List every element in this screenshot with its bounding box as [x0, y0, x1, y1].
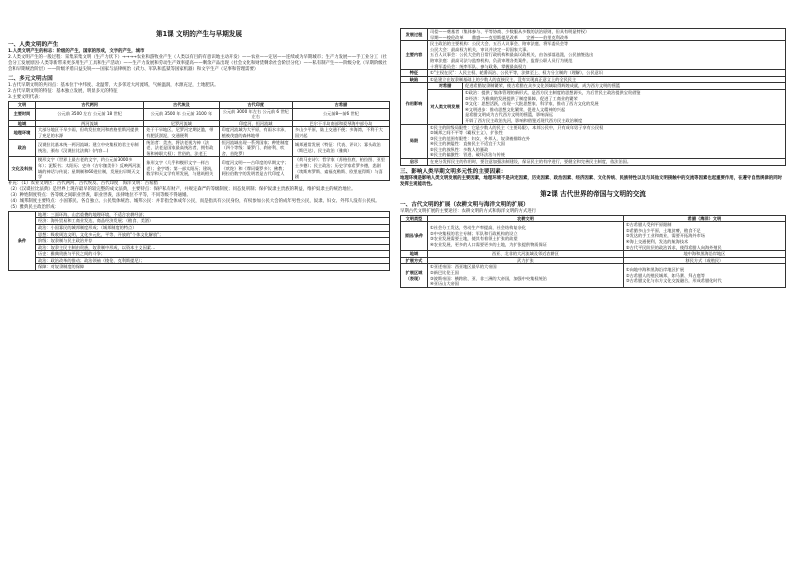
table-row: [9, 238, 390, 245]
table-header: 希腊（海洋）文明: [623, 215, 785, 222]
table-header: 古代两河: [36, 102, 144, 109]
content-line: ⑤古代平民阶层的政治诉求，使得希腊人向海外殖民: [625, 244, 722, 250]
section4-text: 早期古代文明扩展的主要途径：农耕文明的方式和海洋文明的方式进行: [400, 208, 537, 214]
note-1: 补充：（1）农业文明区：古代两河、古代埃及、古代印度 海洋文明：古希腊: [8, 180, 158, 186]
content-line: ①古希腊人受到平原限制: [625, 222, 672, 228]
table-cell: 楔形文字（世界上最古老的文字，约公元前3000多年）；泥版书；太阳历；史诗《吉尔伽美什》反映两河流域的神话与传说；星期制和60进位制，发展出早期天文学: [36, 157, 144, 180]
table-cell: 恒河流域出现一系列国家；种姓制度（四个等级：婆罗门、刹帝利、吠舍、首陀罗）: [219, 139, 292, 157]
content-line: ⑤民主的放纵性：多数人的暴政: [430, 146, 489, 152]
content-line: ⑥民主的偏激性：冒进、破坏法治与传统: [430, 152, 505, 158]
table-row: [9, 244, 390, 251]
lesson1-title: 第1课 文明的产生与早期发展: [155, 30, 242, 38]
row-label: 地域: [401, 251, 428, 258]
content-line: ②城邦之间不平等（霸权主义），扩张性: [430, 130, 503, 136]
content-line: ①民主的阶级局限性：它是少数人的民主（主要局限），本邦公民中，只有成年男子享有公民权: [430, 124, 604, 130]
table-row: [401, 257, 786, 264]
content-line: ④亚历山大帝国: [430, 281, 459, 287]
row-label: 条件: [9, 211, 36, 270]
table-row: [401, 83, 786, 90]
table-header: 农耕文明: [428, 215, 624, 222]
row-label: 作用影响: [401, 83, 428, 124]
table-cell: 在充分发挥民主的作用时，要注意加强法制建设，保证民主的有序进行，要健全和完善民主制度，依法治国。: [428, 159, 786, 166]
row-label: 特征: [401, 70, 428, 77]
table-cell: 政治：奴隶主民主制由贵族，奴隶制中形成，以资本主义因素…: [36, 244, 390, 251]
dev-line: 司偿——奠基者（集体参与、平等协商、少数服从多数的法治原则，但具有明显特权）: [430, 29, 590, 34]
content-line: 五百人议事会：公民大会的日常行政机构和最高议政机关，由各部落选派，公民抽签选出: [430, 52, 594, 58]
row-label: 缺陷: [401, 76, 428, 83]
table-row: [401, 222, 786, 251]
table-cell: 印度河流域为大平原，有雨水丰沛，植被茂盛的森林地带: [219, 127, 292, 139]
section3-text: 地理环境是影响人类文明发展的主要因素，地理环境不是决定因素，历史因素、政治因素、经济因素、文化传统、民族特性以及与其他文明接触中的交流等因素也起重要作用，在遵守自然规律的同时发挥主观能动性。: [400, 175, 782, 187]
table-row: [9, 211, 390, 218]
content-line: 是希腊文明成为古代西方文明的摇篮，影响深远: [465, 112, 553, 118]
row-label: 原因/条件: [401, 222, 428, 251]
table-header: 古希腊: [292, 102, 389, 109]
content-line: ③民主的范围有限性：妇女、外邦人、奴隶被排除在外: [430, 135, 531, 141]
table-cell: [428, 29, 786, 41]
table-cell: [428, 41, 786, 70]
content-line: 开辟了西方民主政治先河，影响和借鉴近现代西方民主政治制度: [465, 117, 583, 123]
table-row: [9, 120, 390, 127]
content-line: ④农业发展，更多的人口需要更多的土地，为扩张提供物质保证: [430, 241, 547, 247]
table-cell: 保障：对奴隶制度的保障: [36, 264, 390, 271]
table-row: [401, 264, 786, 287]
content-line: ③文化：思想活跃，出现一大批思想家、科学家，推动了西方文化的发展: [465, 101, 599, 107]
section2-point2: 2.古代早期文明的特征：基本独立发展，明显多元的特征: [8, 89, 118, 94]
content-line: 十将军委员会：统率军队、参与政务，掌握最高权力: [430, 63, 527, 69]
table-cell: [428, 222, 624, 251]
table-cell: 象形文字（几乎和楔形文字一样古老）；金字塔；第一部太阳历；建筑，数学和天文学有所发展，与建筑相关: [144, 157, 219, 180]
content-line: ④民主的狭隘性：直接民主不适宜于大国: [430, 141, 505, 147]
table-cell: 政治：政治改革的推动；政治领袖（梭伦、克利斯提尼）；: [36, 257, 390, 264]
table-row: [9, 224, 390, 231]
table-row: [401, 41, 786, 70]
table-cell: 大部分地区干旱少雨，但幼发拉底河和底格里斯河提供了充足的水源: [36, 127, 144, 139]
table-cell: 印度河文明——古印度的早期文字；《吠陀》和《摩诃婆罗多》；佛教；阿拉伯数字的发明者是古代印度人: [219, 157, 292, 180]
content-line: ②希腊多山少平原，土地贫瘠，粮食不足: [625, 227, 701, 233]
table-row: [401, 29, 786, 41]
table-row: [401, 89, 786, 124]
content-line: ③农业发展需要土地，使其有着领土扩张的欲望: [430, 236, 518, 242]
note-3: （3）种姓制度特点：各等级之间职业世袭，职业世袭，法律地位不平等，不同等级不得通婚。: [8, 192, 191, 198]
table-row: [401, 76, 786, 83]
content-line: 陪审法庭：最高司法与监察机构，负责审理各类案件，监督公职人员行为规范: [430, 57, 573, 63]
table-cell: 政治：小国寡民的城邦制度形成；（城邦制度的特点）: [36, 224, 390, 231]
left-column: [8, 28, 390, 556]
table-cell: 印度河、恒河流域: [219, 120, 292, 127]
content-line: ②经济：为雅典的发展提供了制度保障，促进了工商业的繁荣: [465, 95, 578, 101]
content-line: 民主政治的主要机构：公民大会、五百人议事会、陪审法庭、将军委员会等: [430, 41, 569, 47]
row-label: 地域: [9, 120, 36, 127]
content-line: ②中央集权的君主专制；军队和行政机构的设立: [430, 230, 518, 236]
table-cell: 经济：海外贸易和工商业发达，商品经济发展；（粮食、美酒）: [36, 218, 390, 225]
content-line: ④海上交通便利，发达的航海技术: [625, 239, 689, 245]
democracy-table: [400, 28, 786, 166]
table-row: [9, 127, 390, 139]
content-line: ②古希腊人的殖民城邦，如马赛、拜占庭等: [625, 272, 705, 278]
table-row: [9, 264, 390, 271]
table-header-row: [9, 102, 390, 109]
table-cell: 两河流域: [36, 120, 144, 127]
note-2: （2）《汉谟拉比法典》是世界上现存最早的较完整的成文法典，主要特点：保护私有财产，并规定森严的等级制度；同态复刑制；保护奴隶主贵族的利益，维护奴隶主的统治地位。: [8, 186, 356, 192]
section2-point1: 1.古代早期文明的共同点：基本位于中纬度、北温带，大多邻近大河流域，气候温润，水源充足，土地肥沃。: [8, 83, 219, 88]
section2-point3: 3.主要文明代表：: [8, 95, 43, 100]
note-5: （5）雅典民主政治形成：: [8, 204, 60, 210]
section3-heading: 三、影响人类早期文明多元性的主要因素：: [400, 168, 507, 175]
content-line: ②新巴比伦王国: [430, 270, 459, 275]
table-row: [401, 124, 786, 159]
row-label: 地理环境: [9, 127, 36, 139]
section4-heading: 一、古代文明的扩展（农耕文明与海洋文明的扩展）: [400, 201, 529, 208]
table-cell: 公元前 3000 年左右 公元前 6 世纪左右: [219, 108, 292, 120]
table-cell: 汉谟拉比基本统一两河流域；建立中央集权的君主专制统治，颁布《汉谟拉比法典》(内容…): [36, 139, 144, 157]
table-row: [9, 108, 390, 120]
table-row: [9, 231, 390, 238]
table-cell: 地中海和黑海沿岸地区: [623, 251, 785, 258]
row-label: 政治: [9, 139, 36, 157]
table-row: [9, 157, 390, 180]
table-cell: [428, 264, 624, 287]
table-cell: 思想：吸收周边文明，文化多元化，平等、开放的"个体文化解放"；: [36, 231, 390, 238]
table-cell: 西亚、北非的大河流域及邻近农耕区: [428, 251, 624, 258]
table-row: [9, 251, 390, 258]
table-cell: 巴尔干半岛南部和爱琴海中部分岛: [292, 120, 389, 127]
row-label: 扩展区域（表现）: [401, 264, 428, 287]
table-cell: 促进希腊奴隶制繁荣，使古希腊在众多文化领域取得辉煌成就，成为西方文明的摇篮: [463, 83, 786, 90]
sub-label: 对人类文明发展: [428, 89, 463, 124]
expansion-table: [400, 215, 786, 288]
table-cell: 公元前 3500 年 公元前 3100 年: [144, 108, 219, 120]
table-cell: 地理：三面环海，山峦重叠的地理环境，不适合农耕经济；: [36, 211, 390, 218]
row-label: 局限: [401, 124, 428, 159]
table-cell: [428, 124, 786, 159]
content-line: ④文明进步：推动思想文化繁荣，促进人文精神的兴起: [465, 106, 566, 112]
table-header: 古代埃及: [144, 102, 219, 109]
table-cell: 历史：雅典贵族与平民之间的斗争；: [36, 251, 390, 258]
table-cell: 移民方式（或殖民）: [623, 257, 785, 264]
content-line: ①向地中海和黑海沿岸地区扩展: [625, 267, 685, 273]
row-label: 启示: [401, 159, 428, 166]
content-line: ③波斯帝国：横跨欧、亚、非三洲的大帝国，加强中央集权统治: [430, 275, 547, 281]
section1-point2: 2.人类文明产生的一般过程：采集采集文明（生产力状下）→→→→农业和游牧业产生（人类以有目的有意识地主动开发）——农业——定居——连续或为早期城市；生产力发展——手工业分工（社会分工发展原因·人类等新带来更多用生产工具和生产活动）——生产力发展和劳动生产效率提高——剩余产品出现（社会文化和财货剩余社会阶层分化）——私有制产生——阶级分化（早期阶级社会和早期统治阶层）——阶级矛盾日益尖锐——国家与法律统治（武力、军队和监狱等国家机器）和文字生产（记事和管理需要）: [8, 55, 387, 72]
dev-line: 早期——梭伦改革 鼎盛——克里斯提尼改革 完善——伯里克利改革: [430, 34, 569, 40]
table-header-row: [401, 215, 786, 222]
table-cell: 尼罗河流域: [144, 120, 219, 127]
note-4: （4）城邦制度主要特点：小国寡民、各自独立、公民集体统治、城邦公民：并非指全体成年公民，而是指具有公民身份，有权参加公民大会的成年男性公民，奴隶、妇女、外邦人没有公民权。: [8, 198, 380, 204]
content-line: 公民大会：最高权力机关，审议并决定一切国家大事。: [430, 46, 531, 52]
content-line: ③发达的手工业和商业，需要开拓海外市场: [625, 233, 705, 239]
content-line: ①政治：提供了集体管理的新形式，是西方民主制度的思想源头，为后世民主政治提供宝贵借鉴: [465, 89, 641, 95]
civilization-table: [8, 101, 390, 181]
section1-heading: 一、人类文明的产生: [8, 42, 59, 48]
row-label: 文化及科技: [9, 157, 36, 180]
table-cell: 《荷马史诗》；哲学家（苏格拉底、柏拉图、亚里士多德）；民主政治；历史学家希罗多德，悲剧（埃斯库罗斯、索福克勒斯、欧里庇得斯）与喜剧: [292, 157, 389, 180]
table-cell: 统治者：美杰，将法老视为神（法老，法老是国家最高统治者，拥有政务和神职大权）；世俗的，法老王: [144, 139, 219, 157]
democracy-conditions-table: [8, 211, 390, 271]
table-row: [9, 139, 390, 157]
right-column: [400, 28, 786, 556]
table-cell: 城邦通常发展（特征：代表、评议）；寡头政治（斯巴达），民主政治（雅典）: [292, 139, 389, 157]
table-cell: ①是建立在奴隶制基础上的少数人的直接民主，没有实现真正意义上的全民民主: [428, 76, 786, 83]
table-cell: 公元前 3500 左右 公元前 18 世纪: [36, 108, 144, 120]
row-label: 主要内容: [401, 41, 428, 70]
row-label: 发展过程: [401, 29, 428, 41]
table-cell: 阶级：奴隶制与民主政治并存: [36, 238, 390, 245]
table-cell: [623, 264, 785, 287]
row-label: 扩展方式: [401, 257, 428, 264]
table-cell: 多山少平原，陆上交通不便；多海湾，不利于大国兴起: [292, 127, 389, 139]
sub-label: 对希腊: [428, 83, 463, 90]
table-row: [401, 70, 786, 77]
table-header: 文明: [9, 102, 36, 109]
content-line: ①社会分工发达，劳动生产率提高，社会结构复杂化: [430, 225, 526, 231]
table-row: [401, 159, 786, 166]
table-row: [401, 251, 786, 258]
table-cell: 武力扩张: [428, 257, 624, 264]
table-cell: 处于干旱地区，尼罗河定期泛滥，带有肥沃淤泥，交通便利: [144, 127, 219, 139]
section2-heading: 二、多元文明古国: [8, 76, 53, 82]
content-line: ③古希腊文化与东方文化交流融合，形成希腊化时代: [625, 278, 722, 284]
content-line: ①亚述帝国：西亚地区最早的大帝国: [430, 264, 497, 270]
table-cell: [463, 89, 786, 124]
table-header: 文明类型: [401, 215, 428, 222]
table-cell: [623, 222, 785, 251]
table-row: [9, 218, 390, 225]
table-header: 古代印度: [219, 102, 292, 109]
row-label: 主要时间: [9, 108, 36, 120]
table-cell: ①"主权在民"：人民主权、轮番而治、公民平等，法律至上、权力分立制约（理解），公民意识: [428, 70, 786, 77]
section1-point1: 1.人类文明产生的标志：阶级的产生，国家的形成，文字的产生，城市: [8, 49, 145, 54]
table-row: [9, 257, 390, 264]
table-cell: 公元前8—前6 世纪: [292, 108, 389, 120]
lesson2-title: 第2课 古代世界的帝国与文明的交流: [540, 189, 646, 198]
